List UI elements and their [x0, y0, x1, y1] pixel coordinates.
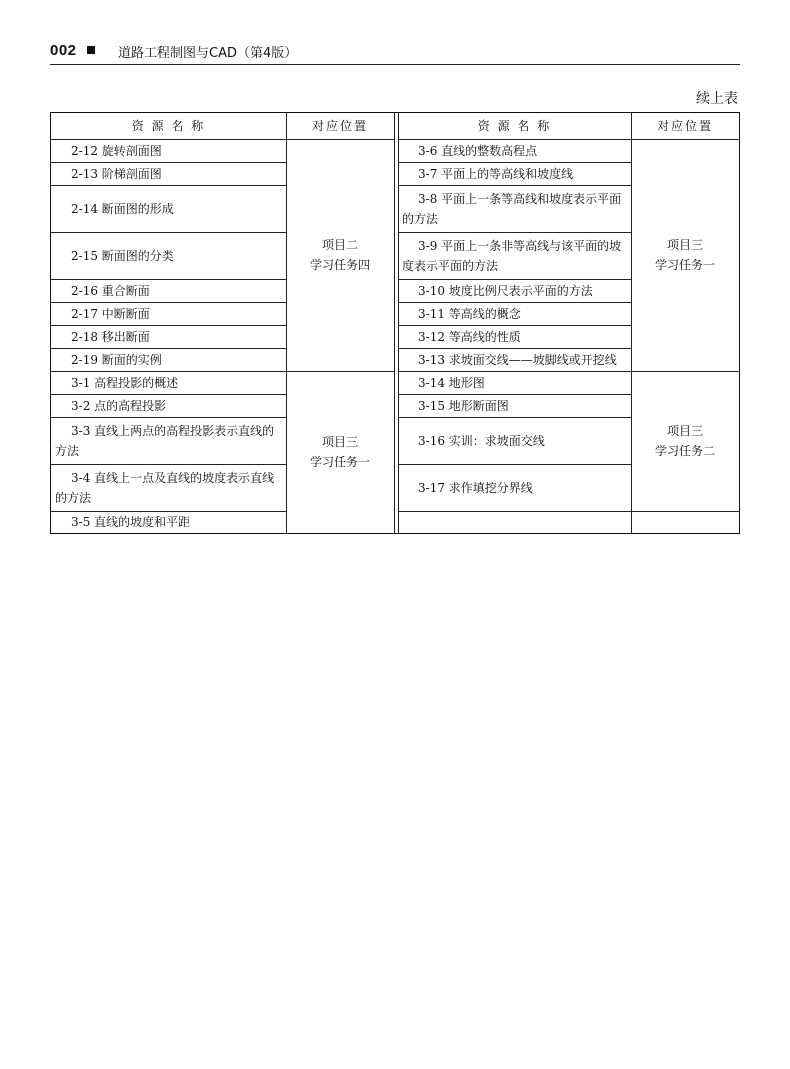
- table-row: [398, 371, 631, 394]
- column-divider: [398, 113, 399, 533]
- row-divider: [51, 302, 286, 303]
- table-row: [51, 371, 286, 394]
- resource-name: 3-1 高程投影的概述: [71, 375, 179, 390]
- table-row: [398, 185, 631, 232]
- row-divider: [398, 348, 631, 349]
- row-divider: [398, 394, 631, 395]
- position-project: 项目二: [321, 238, 358, 252]
- resource-name: 3-4 直线上一点及直线的坡度表示直线的方法: [55, 470, 275, 505]
- table-row: [398, 464, 631, 511]
- row-divider: [51, 417, 286, 418]
- table-row: [398, 232, 631, 279]
- right-name-header: 资 源 名 称: [477, 119, 552, 133]
- row-divider: [51, 162, 286, 163]
- position-task: 学习任务二: [654, 444, 715, 458]
- table-row: [398, 325, 631, 348]
- resource-name: 2-17 中断断面: [71, 306, 150, 321]
- table-row: [51, 162, 286, 185]
- column-divider: [394, 113, 395, 533]
- table-row: [51, 464, 286, 511]
- table-row: [51, 185, 286, 232]
- resource-name: 2-19 断面的实例: [71, 352, 162, 367]
- row-divider: [398, 464, 631, 465]
- table-row: [398, 302, 631, 325]
- resource-name: 2-14 断面图的形成: [71, 201, 174, 216]
- table-row: [398, 279, 631, 302]
- row-divider: [51, 279, 286, 280]
- position-task: 学习任务一: [654, 258, 715, 272]
- row-divider: [51, 325, 286, 326]
- row-divider: [51, 371, 394, 372]
- row-divider: [51, 511, 286, 512]
- table-row: [51, 302, 286, 325]
- position-cell: [286, 139, 394, 371]
- continued-label: 续上表: [696, 91, 738, 107]
- table-row: [51, 511, 286, 533]
- table-row: [398, 139, 631, 162]
- resource-name: 3-8 平面上一条等高线和坡度表示平面的方法: [402, 191, 622, 226]
- position-project: 项目三: [666, 424, 703, 438]
- table-row: [51, 348, 286, 371]
- row-divider: [51, 464, 286, 465]
- position-task: 学习任务一: [309, 455, 370, 469]
- book-title: 道路工程制图与CAD（第4版）: [118, 46, 298, 61]
- resource-name: 2-16 重合断面: [71, 283, 150, 298]
- table-row: [398, 394, 631, 417]
- row-divider: [51, 232, 286, 233]
- row-divider: [398, 162, 631, 163]
- column-divider: [286, 113, 287, 533]
- resource-table: [50, 112, 740, 534]
- row-divider: [398, 417, 631, 418]
- resource-name: 3-5 直线的坡度和平距: [71, 515, 191, 529]
- resource-name: 3-12 等高线的性质: [418, 329, 521, 344]
- resource-name: 2-18 移出断面: [71, 329, 150, 344]
- resource-name: 3-10 坡度比例尺表示平面的方法: [418, 283, 593, 298]
- position-cell: [631, 139, 739, 371]
- table-row: [51, 417, 286, 464]
- square-bullet-icon: [87, 46, 95, 54]
- row-divider: [51, 185, 286, 186]
- resource-name: 2-12 旋转剖面图: [71, 143, 162, 158]
- table-row: [51, 325, 286, 348]
- resource-name: 3-13 求坡面交线——坡脚线或开挖线: [418, 352, 617, 367]
- position-cell: [286, 371, 394, 533]
- resource-name: 3-3 直线上两点的高程投影表示直线的方法: [55, 423, 275, 458]
- resource-name: 3-7 平面上的等高线和坡度线: [418, 166, 574, 181]
- position-project: 项目三: [666, 238, 703, 252]
- row-divider: [51, 394, 286, 395]
- resource-name: 3-11 等高线的概念: [418, 306, 521, 321]
- resource-name: 2-15 断面图的分类: [71, 248, 174, 263]
- position-task: 学习任务四: [309, 258, 370, 272]
- resource-name: 3-9 平面上一条非等高线与该平面的坡度表示平面的方法: [402, 238, 622, 273]
- row-divider: [398, 371, 739, 372]
- resource-name: 3-2 点的高程投影: [71, 398, 167, 413]
- row-divider: [398, 302, 631, 303]
- resource-name: 3-17 求作填挖分界线: [418, 480, 533, 495]
- resource-name: 3-16 实训：求坡面交线: [418, 433, 545, 448]
- row-divider: [398, 325, 631, 326]
- row-divider: [51, 348, 286, 349]
- table-row: [398, 417, 631, 464]
- resource-name: 3-15 地形断面图: [418, 398, 509, 413]
- table-row: [51, 232, 286, 279]
- row-divider: [51, 139, 394, 140]
- position-cell: [631, 371, 739, 511]
- page-number: 002: [50, 42, 77, 59]
- row-divider: [398, 279, 631, 280]
- table-row: [51, 139, 286, 162]
- right-position-header: 对应位置: [656, 119, 713, 133]
- resource-name: 3-14 地形图: [418, 375, 485, 390]
- page-header: [50, 38, 740, 65]
- table-row: [51, 279, 286, 302]
- row-divider: [398, 511, 739, 512]
- table-row: [398, 162, 631, 185]
- resource-name: 2-13 阶梯剖面图: [71, 166, 162, 181]
- table-row: [51, 394, 286, 417]
- left-name-header: 资 源 名 称: [131, 119, 206, 133]
- position-project: 项目三: [321, 435, 358, 449]
- column-divider: [631, 113, 632, 533]
- row-divider: [398, 232, 631, 233]
- row-divider: [398, 185, 631, 186]
- left-position-header: 对应位置: [311, 119, 368, 133]
- table-row: [398, 348, 631, 371]
- resource-name: 3-6 直线的整数高程点: [418, 143, 538, 158]
- row-divider: [398, 139, 739, 140]
